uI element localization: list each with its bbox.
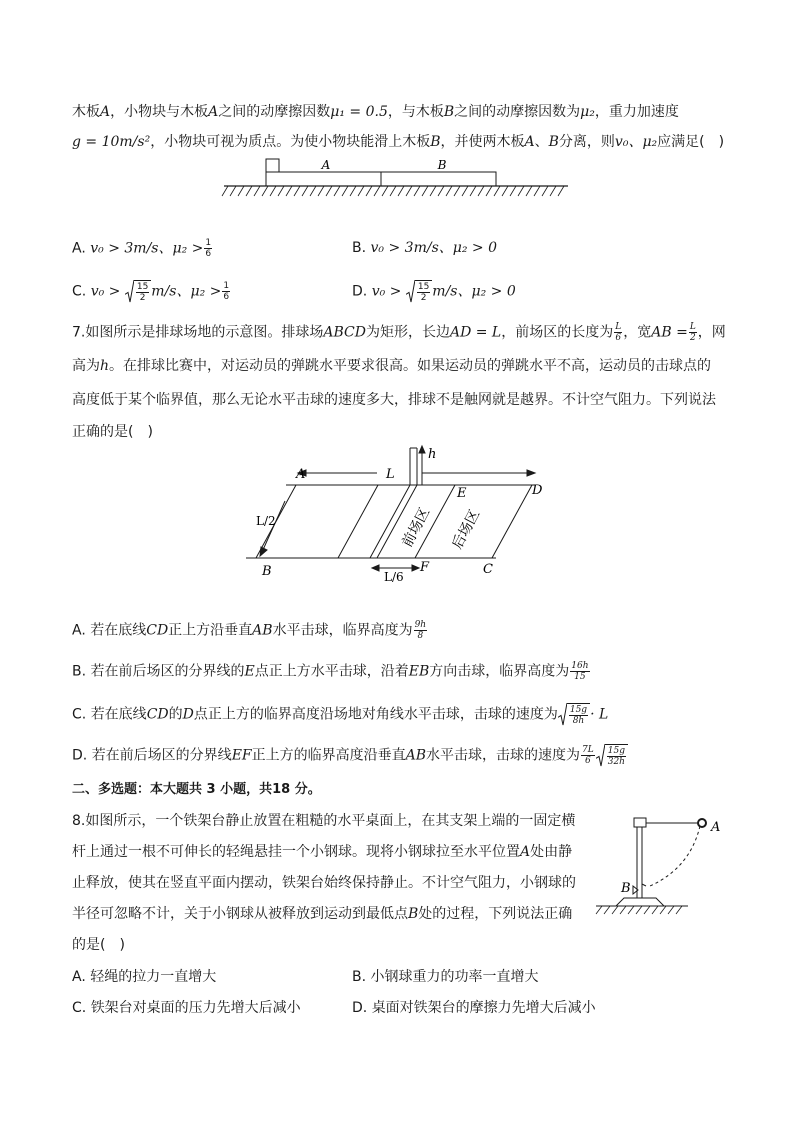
label-e: E <box>457 486 467 501</box>
label-a: A <box>296 467 306 482</box>
label-b: B <box>621 881 631 896</box>
stand-base <box>616 898 664 906</box>
section-2-heading: 二、多选题：本大题共 3 小题，共18 分。 <box>72 782 321 797</box>
court-right-side <box>492 485 532 558</box>
q7-volleyball-court-figure <box>240 440 570 585</box>
steel-ball <box>698 819 706 827</box>
q6-text-line-1: 木板A，小物块与木板A之间的动摩擦因数μ₁ = 0.5，与木板B之间的动摩擦因数为μ₂，重力加速度 <box>72 104 679 120</box>
q7-option-a[interactable]: A. 若在底线CD正上方沿垂直AB水平击球，临界高度为 $\frac{9h}{8}$ <box>72 620 427 641</box>
label-front-zone: 前场区 <box>399 505 434 550</box>
clamp <box>634 818 646 827</box>
swing-path <box>650 826 700 886</box>
q7-text-line-1: 7.如图所示是排球场地的示意图。排球场ABCD为矩形，长边AD = L，前场区的长度为 $\frac{L}{6}$ ，宽AB = $\frac{L}{2}$ ，网 <box>72 322 726 343</box>
front-zone-left-line <box>338 485 378 558</box>
q8-text-line-4: 半径可忽略不计，关于小钢球从被释放到运动到最低点B处的过程，下列说法正确 <box>72 906 573 922</box>
q8-option-d[interactable]: D. 桌面对铁架台的摩擦力先增大后减小 <box>352 1000 596 1016</box>
small-block <box>266 159 279 172</box>
q8-option-c[interactable]: C. 铁架台对桌面的压力先增大后减小 <box>72 1000 301 1016</box>
q6-option-d[interactable]: D. v₀ > $\frac{15}{2}$ m/s、μ₂ > 0 <box>352 282 516 303</box>
q7-option-b[interactable]: B. 若在前后场区的分界线的E点正上方水平击球，沿着EB方向击球，临界高度为 $\frac{16h}{15}$ <box>72 661 589 682</box>
q6-option-c[interactable]: C. v₀ > $\frac{15}{2}$ m/s、μ₂ > $\frac{1}{6}$ <box>72 281 230 303</box>
q6-option-b[interactable]: B. v₀ > 3m/s、μ₂ > 0 <box>352 240 498 256</box>
q8-option-a[interactable]: A. 轻绳的拉力一直增大 <box>72 969 217 985</box>
label-h: h <box>428 447 437 462</box>
q7-text-line-3: 高度低于某个临界值，那么无论水平击球的速度多大，排球不是触网就是越界。不计空气阻力。下列说法 <box>72 392 716 408</box>
label-f: F <box>420 560 430 575</box>
q7-option-c[interactable]: C. 若在底线CD的D点正上方的临界高度沿场地对角线水平击球，击球的速度为 $\frac{15g}{8h}$ · L <box>72 705 609 726</box>
q8-text-line-1: 8.如图所示，一个铁架台静止放置在粗糙的水平桌面上，在其支架上端的一固定横 <box>72 813 576 829</box>
label-d: D <box>532 483 543 498</box>
q7-option-d[interactable]: D. 若在前后场区的分界线EF正上方的临界高度沿垂直AB水平击球，击球的速度为 $\frac{7L}{6}$ $\frac{15g}{32h}$ <box>72 744 628 767</box>
table-hatching <box>596 906 682 914</box>
q8-iron-stand-figure <box>590 806 730 918</box>
q6-board-figure <box>220 155 572 200</box>
q8-option-b[interactable]: B. 小钢球重力的功率一直增大 <box>352 969 539 985</box>
label-sixth-length: L/6 <box>384 570 404 584</box>
q6-text-line-2: g = 10m/s²，小物块可视为质点。为使小物块能滑上木板B，并使两木板A、B分离，则v₀、μ₂应满足( ) <box>72 134 725 150</box>
q8-text-line-3: 止释放，使其在竖直平面内摆动，铁架台始终保持静止。不计空气阻力，小钢球的 <box>72 875 576 891</box>
label-back-zone: 后场区 <box>449 507 484 552</box>
board-b <box>381 172 496 186</box>
board-b-label: B <box>437 158 447 172</box>
q8-text-line-2: 杆上通过一根不可伸长的轻绳悬挂一个小钢球。现将小钢球拉至水平位置A处由静 <box>72 844 573 860</box>
board-a-label: A <box>321 158 331 172</box>
q8-text-line-5: 的是( ) <box>72 937 125 953</box>
label-b: B <box>262 564 272 579</box>
board-a <box>266 172 381 186</box>
label-l: L <box>386 467 395 482</box>
label-a: A <box>711 820 721 835</box>
ground-hatching <box>222 186 564 196</box>
label-c: C <box>483 562 493 577</box>
q7-text-line-4: 正确的是( ) <box>72 424 153 440</box>
label-half-width: L/2 <box>256 514 276 528</box>
q7-text-line-2: 高为h。在排球比赛中，对运动员的弹跳水平要求很高。如果运动员的弹跳水平不高，运动员的击球点的 <box>72 358 712 374</box>
q6-option-a[interactable]: A. v₀ > 3m/s、μ₂ > $\frac{1}{6}$ <box>72 238 212 259</box>
